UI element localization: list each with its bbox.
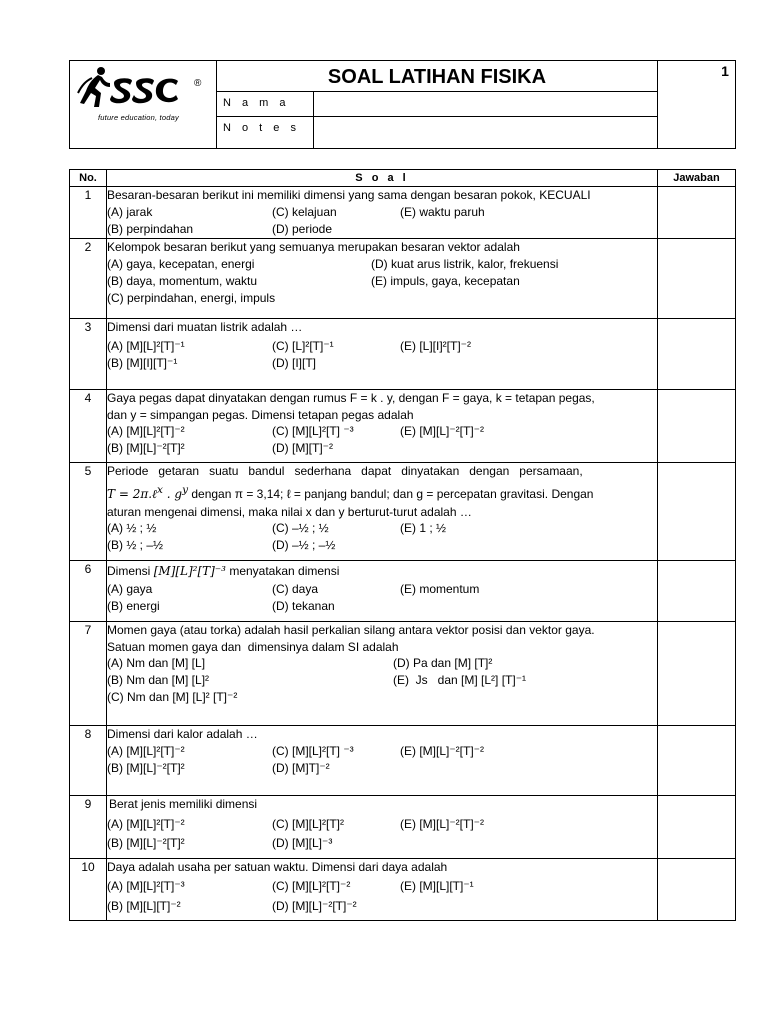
question-text: Daya adalah usaha per satuan waktu. Dimensi dari daya adalah <box>107 860 448 874</box>
formula-g: . g <box>162 486 183 501</box>
answer-cell[interactable] <box>658 239 736 319</box>
option-d: (D) [I][T] <box>272 355 316 370</box>
options <box>107 816 657 854</box>
option-e: (E) impuls, gaya, kecepatan <box>371 273 520 288</box>
option-e: (E) [M][L]⁻²[T]⁻² <box>400 743 484 758</box>
question-number: 9 <box>70 796 107 859</box>
question-number: 2 <box>70 239 107 319</box>
table-row <box>70 239 736 319</box>
option-a: (A) [M][L]²[T]⁻¹ <box>107 338 185 353</box>
col-no-header: No. <box>70 170 107 187</box>
question-text <box>107 561 657 581</box>
option-c: (C) [M][L]²[T] ⁻³ <box>272 743 354 758</box>
question-text: Besaran-besaran berikut ini memiliki dimensi yang sama dengan besaran pokok, KECUALI <box>107 188 591 202</box>
option-b: (B) Nm dan [M] [L]² <box>107 673 210 687</box>
option-d: (D) [M][L]⁻³ <box>272 835 333 850</box>
table-row <box>70 859 736 921</box>
answer-cell[interactable] <box>658 796 736 859</box>
option-c: (C) kelajuan <box>272 204 337 219</box>
table-row <box>70 463 736 561</box>
answer-cell[interactable] <box>658 390 736 463</box>
option-a: (A) [M][L]²[T]⁻² <box>107 816 185 831</box>
table-row <box>70 319 736 390</box>
question-text: Dimensi dari muatan listrik adalah … <box>107 320 303 334</box>
nama-field[interactable] <box>313 91 658 116</box>
question-text: Kelompok besaran berikut yang semuanya merupakan besaran vektor adalah <box>107 240 520 254</box>
option-e: (E) momentum <box>400 582 480 596</box>
option-e: (E) [M][L][T]⁻¹ <box>400 878 474 893</box>
question-number: 6 <box>70 561 107 622</box>
question-text-line-2: Satuan momen gaya dan dimensinya dalam SI adalah <box>107 639 399 654</box>
question-number: 4 <box>70 390 107 463</box>
option-b: (B) ½ ; –½ <box>107 538 164 552</box>
option-c: (C) [L]²[T]⁻¹ <box>272 338 334 353</box>
option-e: (E) [M][L]⁻²[T]⁻² <box>400 816 484 831</box>
question-number: 5 <box>70 463 107 561</box>
option-a: (A) [M][L]²[T]⁻² <box>107 424 185 438</box>
question-text-suffix: menyatakan dimensi <box>226 564 340 578</box>
registered-mark: ® <box>194 78 202 89</box>
question-text: Berat jenis memiliki dimensi <box>109 797 258 811</box>
question-cell <box>107 187 658 239</box>
option-b: (B) [M][I][T]⁻¹ <box>107 355 178 370</box>
option-a: (A) [M][L]²[T]⁻² <box>107 743 185 758</box>
formula: T = 2π.ℓ <box>107 486 158 501</box>
option-c: (C) [M][L]²[T] ⁻³ <box>272 424 354 438</box>
question-text-line-1: Gaya pegas dapat dinyatakan dengan rumus F = k . y, dengan F = gaya, k = tetapan pegas, <box>107 391 595 405</box>
logo <box>70 61 217 148</box>
question-cell <box>107 561 658 622</box>
option-d: (D) periode <box>272 221 333 236</box>
question-text-rest: dengan π = 3,14; ℓ = panjang bandul; dan g = percepatan gravitasi. Dengan <box>188 486 594 501</box>
notes-field[interactable] <box>313 116 658 148</box>
option-c: (C) –½ ; ½ <box>272 521 329 535</box>
option-d: (D) –½ ; –½ <box>272 538 336 552</box>
formula-exponent-y: y <box>182 483 189 496</box>
option-d: (D) tekanan <box>272 599 335 613</box>
answer-cell[interactable] <box>658 561 736 622</box>
options <box>107 743 657 777</box>
option-a: (A) gaya <box>107 582 153 596</box>
options <box>107 655 657 707</box>
page-title: SOAL LATIHAN FISIKA <box>217 61 658 91</box>
options <box>107 204 657 237</box>
question-number: 1 <box>70 187 107 239</box>
question-text-line-3: aturan mengenai dimensi, maka nilai x dan y berturut-turut adalah … <box>107 504 472 519</box>
option-c: (C) daya <box>272 582 319 596</box>
option-b: (B) [M][L]⁻²[T]² <box>107 760 185 775</box>
option-c: (C) Nm dan [M] [L]² [T]⁻² <box>107 690 238 704</box>
option-d: (D) Pa dan [M] [T]² <box>393 656 493 670</box>
option-d: (D) [M][T]⁻² <box>272 441 333 455</box>
option-d: (D) kuat arus listrik, kalor, frekuensi <box>371 256 559 271</box>
option-e: (E) Js dan [M] [L²] [T]⁻¹ <box>393 673 527 687</box>
question-number: 8 <box>70 726 107 796</box>
option-b: (B) [M][L][T]⁻² <box>107 898 181 913</box>
options <box>107 520 657 554</box>
question-number: 10 <box>70 859 107 921</box>
option-b: (B) [M][L]⁻²[T]² <box>107 441 185 455</box>
question-text-line-2: dan y = simpangan pegas. Dimensi tetapan pegas adalah <box>107 407 414 422</box>
question-cell <box>107 859 658 921</box>
page-number: 1 <box>721 63 729 79</box>
question-text-prefix: Dimensi <box>107 564 154 578</box>
option-b: (B) [M][L]⁻²[T]² <box>107 835 185 850</box>
answer-cell[interactable] <box>658 187 736 239</box>
answer-cell[interactable] <box>658 859 736 921</box>
question-cell <box>107 726 658 796</box>
option-b: (B) perpindahan <box>107 221 194 236</box>
ssc-logo-icon <box>74 63 194 111</box>
option-c: (C) perpindahan, energi, impuls <box>107 290 276 305</box>
table-row <box>70 561 736 622</box>
option-b: (B) energi <box>107 599 160 613</box>
question-cell <box>107 796 658 859</box>
question-text-line-1: Momen gaya (atau torka) adalah hasil perkalian silang antara vektor posisi dan vektor gaya. <box>107 623 595 637</box>
table-row <box>70 622 736 726</box>
options <box>107 423 657 457</box>
option-d: (D) [M][L]⁻²[T]⁻² <box>272 898 357 913</box>
notes-label: N o t e s <box>217 116 313 148</box>
table-row <box>70 390 736 463</box>
question-cell <box>107 622 658 726</box>
question-text: Dimensi dari kalor adalah … <box>107 727 258 741</box>
answer-cell[interactable] <box>658 622 736 726</box>
option-b: (B) daya, momentum, waktu <box>107 273 258 288</box>
question-number: 7 <box>70 622 107 726</box>
question-cell <box>107 319 658 390</box>
formula: [M][L]²[T]⁻³ <box>153 564 226 578</box>
options <box>107 878 657 918</box>
option-c: (C) [M][L]²[T]² <box>272 816 344 831</box>
option-e: (E) 1 ; ½ <box>400 521 447 535</box>
answer-cell[interactable] <box>658 319 736 390</box>
table-row <box>70 796 736 859</box>
option-c: (C) [M][L]²[T]⁻² <box>272 878 351 893</box>
option-a: (A) gaya, kecepatan, energi <box>107 256 255 271</box>
question-cell <box>107 463 658 561</box>
options <box>107 256 657 308</box>
question-cell <box>107 390 658 463</box>
answer-cell[interactable] <box>658 463 736 561</box>
option-e: (E) waktu paruh <box>400 204 485 219</box>
col-jawaban-header: Jawaban <box>658 170 736 187</box>
option-d: (D) [M]T]⁻² <box>272 760 330 775</box>
option-e: (E) [M][L]⁻²[T]⁻² <box>400 424 484 438</box>
header-box <box>69 60 736 149</box>
options <box>107 581 657 615</box>
table-row <box>70 187 736 239</box>
option-a: (A) Nm dan [M] [L] <box>107 656 206 670</box>
answer-cell[interactable] <box>658 726 736 796</box>
option-e: (E) [L][I]²[T]⁻² <box>400 338 471 353</box>
col-soal-header: S o a l <box>107 170 658 187</box>
option-a: (A) [M][L]²[T]⁻³ <box>107 878 185 893</box>
table-row <box>70 726 736 796</box>
nama-label: N a m a <box>217 91 313 116</box>
formula-exponent-x: x <box>157 483 163 496</box>
question-cell <box>107 239 658 319</box>
question-text-line-2 <box>107 480 657 504</box>
option-a: (A) jarak <box>107 204 153 219</box>
option-a: (A) ½ ; ½ <box>107 521 157 535</box>
question-number: 3 <box>70 319 107 390</box>
question-table <box>69 169 736 921</box>
table-header-row <box>70 170 736 187</box>
options <box>107 338 657 372</box>
logo-tagline: future education, today <box>98 113 179 122</box>
question-text-line-1: Periode getaran suatu bandul sederhana dapat dinyatakan dengan persamaan, <box>107 464 583 478</box>
